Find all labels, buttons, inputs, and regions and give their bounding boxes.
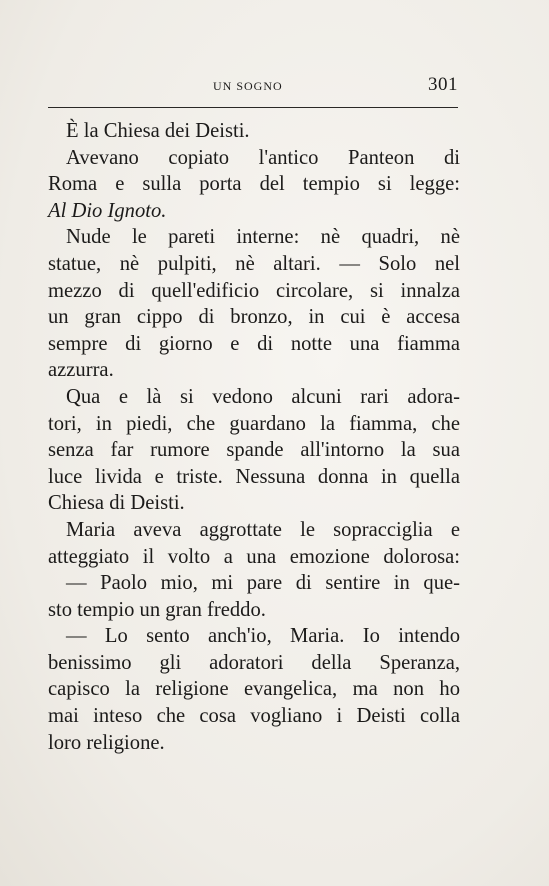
text-line: Avevano copiato l'antico Panteon di bbox=[66, 146, 460, 169]
text-line: Maria aveva aggrottate le sopracciglia e bbox=[66, 518, 460, 541]
text-line: luce livida e triste. Nessuna donna in quella bbox=[48, 465, 460, 488]
text-line: benissimo gli adoratori della Speranza, bbox=[48, 651, 460, 674]
page-header bbox=[48, 74, 458, 98]
text-line: capisco la religione evangelica, ma non ho bbox=[48, 678, 460, 701]
text-line: statue, nè pulpiti, nè altari. — Solo nel bbox=[48, 252, 460, 275]
text-line: Roma e sulla porta del tempio si legge: bbox=[48, 173, 460, 196]
text-line: Al Dio Ignoto. bbox=[48, 199, 167, 222]
text-line: Chiesa di Deisti. bbox=[48, 492, 185, 515]
text-line: Nude le pareti interne: nè quadri, nè bbox=[66, 226, 460, 249]
text-line: senza far rumore spande all'intorno la sua bbox=[48, 439, 460, 462]
text-line: mezzo di quell'edificio circolare, si innalza bbox=[48, 279, 460, 302]
text-line: — Lo sento anch'io, Maria. Io intendo bbox=[66, 625, 460, 648]
text-line: tori, in piedi, che guardano la fiamma, che bbox=[48, 412, 460, 435]
text-line: atteggiato il volto a una emozione dolorosa: bbox=[48, 545, 460, 568]
body-text bbox=[48, 118, 460, 756]
text-line: loro religione. bbox=[48, 731, 165, 754]
text-line: — Paolo mio, mi pare di sentire in que- bbox=[66, 572, 460, 595]
text-line: È la Chiesa dei Deisti. bbox=[66, 120, 250, 142]
header-rule bbox=[48, 107, 458, 108]
text-line: un gran cippo di bronzo, in cui è accesa bbox=[48, 306, 460, 329]
text-line: Qua e là si vedono alcuni rari adora- bbox=[66, 385, 460, 408]
page-number: 301 bbox=[428, 74, 458, 95]
text-line: azzurra. bbox=[48, 359, 114, 382]
running-title: UN SOGNO bbox=[213, 79, 283, 93]
text-line: mai inteso che cosa vogliano i Deisti colla bbox=[48, 705, 460, 728]
text-line: sempre di giorno e di notte una fiamma bbox=[48, 332, 460, 355]
text-line: sto tempio un gran freddo. bbox=[48, 598, 266, 621]
